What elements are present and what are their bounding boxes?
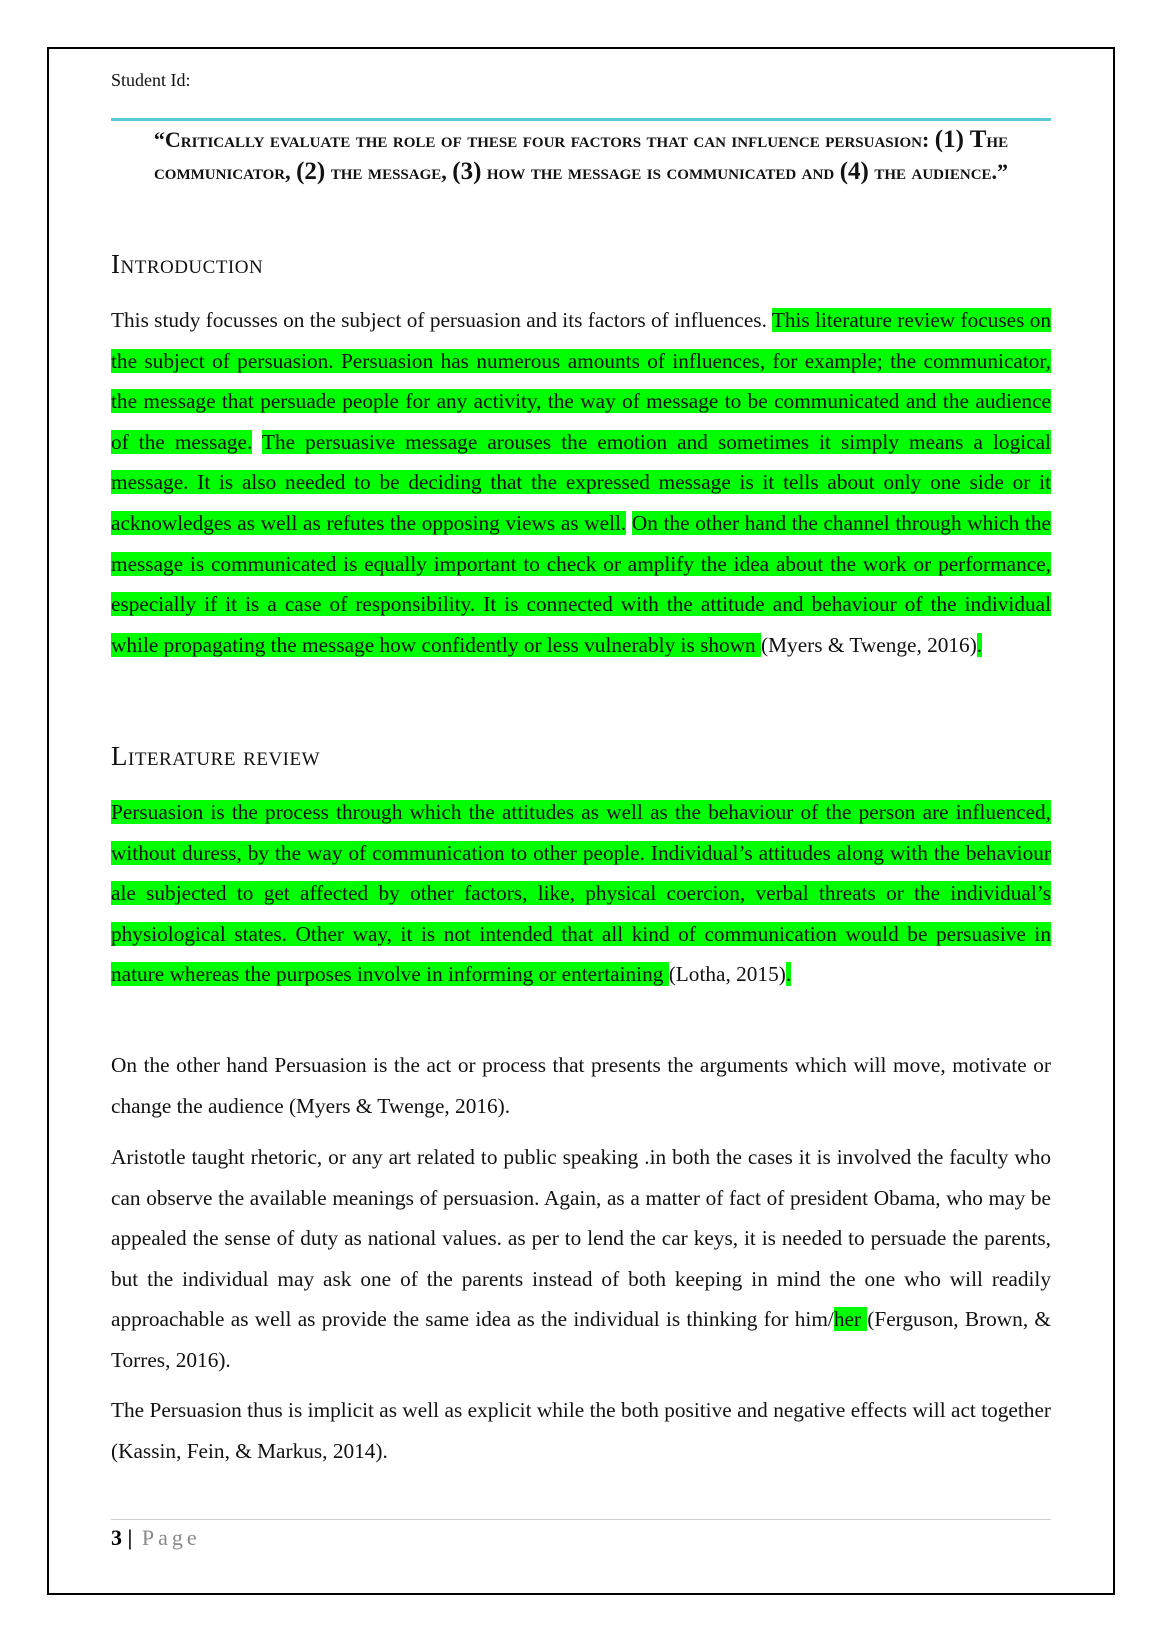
introduction-heading: Introduction — [111, 249, 264, 279]
intro-highlight-1: This literature review focuses on the subject of persuasion. Persuasion has numerous amounts of influences, for example; the communicator, the message that persuade people for any activity, the way of message to be communicated and the audience of the message. — [111, 308, 1051, 454]
title-n1: (1) T — [934, 126, 987, 153]
literature-paragraph-4: The Persuasion thus is implicit as well as explicit while the both positive and negative effects will act together (Kassin, Fein, & Markus, 2014). — [111, 1398, 1051, 1463]
header-rule — [111, 118, 1051, 121]
page-footer — [111, 1520, 201, 1556]
title-seg4: how the message is communicated and — [481, 159, 840, 184]
title-seg2: he communicator, — [153, 127, 1009, 184]
intro-plain-text: This study focusses on the subject of persuasion and its factors of influences. — [111, 308, 772, 332]
intro-highlight-2: The persuasive message arouses the emotion and sometimes it simply means a logical message. It is also needed to be deciding that the expressed message is it tells about only one side or it acknowledges as well as refutes the opposing views as well. — [111, 429, 1051, 535]
literature-paragraph-3 — [111, 1137, 1051, 1381]
intro-citation: (Myers & Twenge, 2016) — [761, 632, 977, 657]
intro-highlight-3: On the other hand the channel through which the message is communicated is equally important to check or amplify the idea about the work or performance, especially if it is a case of responsibility. It is connected with the attitude and behaviour of the individual while propagating the message how confidently or less vulnerably is shown — [111, 510, 1051, 657]
page-label: Page — [141, 1525, 201, 1550]
document-title — [111, 124, 1051, 188]
intro-end: . — [976, 632, 983, 657]
lit-highlight-1: Persuasion is the process through which the attitudes as well as the behaviour of the person are influenced, without duress, by the way of communication to other people. Individual’s attitudes along with the behaviour ale subjected to get affected by other factors, like, physical coercion, verbal threats or the individual’s physiological states. Other way, it is not intended that all kind of communication would be persuasive in nature whereas the purposes involve in informing or entertaining — [111, 800, 1051, 987]
literature-paragraph-1 — [111, 792, 1051, 995]
lit-end-1: . — [785, 962, 792, 987]
lit-p3-highlight: her — [833, 1307, 868, 1332]
title-n2: (2) — [296, 158, 326, 185]
footer-separator: | — [127, 1525, 133, 1550]
literature-review-heading: Literature review — [111, 741, 321, 771]
title-n3: (3) — [452, 158, 482, 185]
page-number: 3 — [111, 1525, 122, 1550]
footer-rule — [111, 1519, 1051, 1520]
title-seg3: the message, — [325, 159, 453, 184]
title-seg5: the audience.” — [868, 159, 1009, 184]
title-n4: (4) — [839, 158, 869, 185]
literature-paragraph-2: On the other hand Persuasion is the act or process that presents the arguments which will move, motivate or change the audience (Myers & Twenge, 2016). — [111, 1053, 1051, 1118]
lit-p3-citation: (Ferguson, Brown, & Torres, 2016). — [111, 1307, 1051, 1372]
introduction-paragraph — [111, 300, 1051, 665]
title-seg1: “Critically evaluate the role of these four factors that can influence persuasion: — [153, 127, 935, 152]
lit-p3-text: Aristotle taught rhetoric, or any art related to public speaking .in both the cases it is involved the faculty who can observe the available meanings of persuasion. Again, as a matter of fact of president Obama, who may be appealed the sense of duty as national values. as per to lend the car keys, it is needed to persuade the parents, but the individual may ask one of the parents instead of both keeping in mind the one who will readily approachable as well as provide the same idea as the individual is thinking for him/ — [111, 1145, 1051, 1332]
lit-citation-1: (Lotha, 2015) — [668, 962, 786, 987]
student-id-label: Student Id: — [111, 70, 191, 90]
